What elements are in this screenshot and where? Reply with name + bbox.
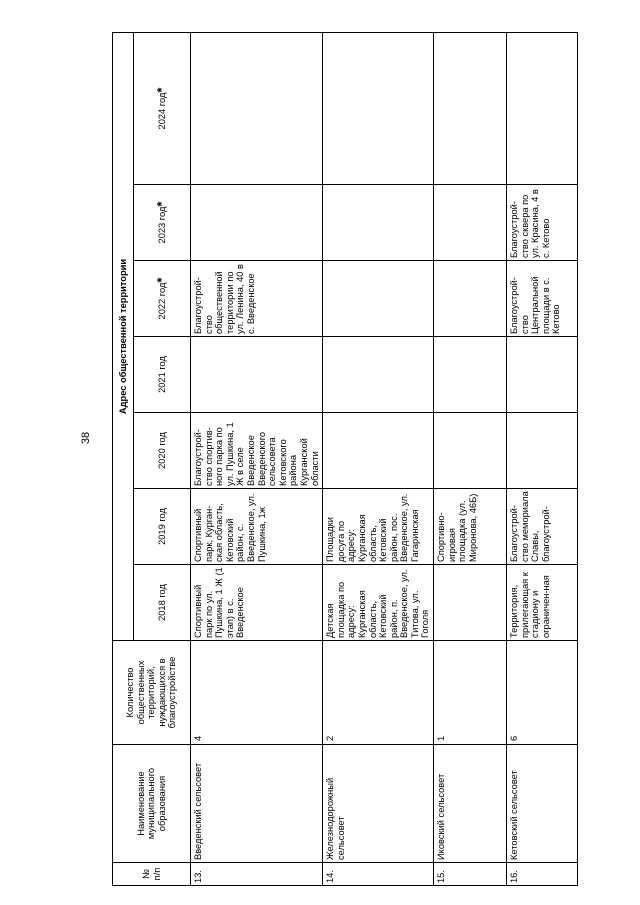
cell-municipality: Введенский сельсовет <box>191 745 323 863</box>
cell-municipality: Иковский сельсовет <box>434 745 507 863</box>
cell-2021 <box>323 337 434 413</box>
cell-2020 <box>323 413 434 489</box>
public-territories-table <box>112 32 578 886</box>
cell-2019: Благоустрой-ство мемориала Славы, благоустрой- <box>507 489 578 565</box>
page-number-wrap <box>80 428 100 448</box>
cell-2018: Детская площадка по адресу: Курганская область, Кетовский район, п. Введенское, ул. Титова, ул. Гоголя <box>323 565 434 641</box>
rotated-table-container <box>112 33 581 886</box>
cell-2020 <box>434 413 507 489</box>
cell-2022: Благоустрой-ство общественной территории по ул. Ленина, 40 в с. Введенское <box>191 261 323 337</box>
cell-2020 <box>507 413 578 489</box>
cell-num: 13. <box>191 863 323 886</box>
cell-2024 <box>191 33 323 185</box>
cell-num: 15. <box>434 863 507 886</box>
header-address-group: Адрес общественной территории <box>113 33 134 641</box>
cell-2022 <box>434 261 507 337</box>
cell-count: 1 <box>434 641 507 745</box>
header-num: № п/п <box>113 863 191 886</box>
cell-municipality: Кетовский сельсовет <box>507 745 578 863</box>
cell-2022 <box>323 261 434 337</box>
cell-2023 <box>434 185 507 261</box>
cell-2024 <box>434 33 507 185</box>
header-year: 2019 год <box>134 489 191 565</box>
cell-municipality: Железнодорожный сельсовет <box>323 745 434 863</box>
header-year: 2021 год <box>134 337 191 413</box>
cell-2024 <box>323 33 434 185</box>
cell-2019: Площадки досуга по адресу: Курганская область, Кетовский район, пос. Введенское, ул. Гагаринская <box>323 489 434 565</box>
header-year: 2018 год <box>134 565 191 641</box>
header-year: 2020 год <box>134 413 191 489</box>
cell-num: 14. <box>323 863 434 886</box>
header-row-1 <box>113 33 134 886</box>
cell-2023 <box>323 185 434 261</box>
cell-2021 <box>191 337 323 413</box>
cell-count: 2 <box>323 641 434 745</box>
cell-2019: Спортивно-игровая площадка (ул. Миронова, 46Б) <box>434 489 507 565</box>
cell-2022: Благоустрой-ство Центральной площади в с. Кетово <box>507 261 578 337</box>
page-number: 38 <box>80 431 92 445</box>
cell-2021 <box>434 337 507 413</box>
cell-num: 16. <box>507 863 578 886</box>
cell-count: 4 <box>191 641 323 745</box>
table-row <box>507 33 578 886</box>
cell-count: 6 <box>507 641 578 745</box>
cell-2023 <box>191 185 323 261</box>
header-year: 2022 год* <box>134 261 191 337</box>
header-year: 2023 год* <box>134 185 191 261</box>
table-row <box>434 33 507 886</box>
cell-2019: Спортивный парк, Курган-ская область, Кетовский район, с. Введенское, ул. Пушкина, 1ж <box>191 489 323 565</box>
table-row <box>191 33 323 886</box>
cell-2024 <box>507 33 578 185</box>
header-municipality: Наименование муниципального образования <box>113 745 191 863</box>
cell-2018 <box>434 565 507 641</box>
cell-2020: Благоустрой-ство спортив-ного парка по ул. Пушкина, 1 Ж в селе Введенское Введенского сельсовета Кетовского района Курганской области <box>191 413 323 489</box>
table-row <box>323 33 434 886</box>
cell-2023: Благоустрой-ство сквера по ул. Красина, 4 в с. Кетово <box>507 185 578 261</box>
cell-2021 <box>507 337 578 413</box>
header-year: 2024 год* <box>134 33 191 185</box>
cell-2018: Спортивный парк по ул. Пушкина, 1 Ж (1 этап) в с. Введенское <box>191 565 323 641</box>
cell-2018: Территория, прилегающая к стадиону и ограничен-ная <box>507 565 578 641</box>
header-count: Количество общественных территорий, нуждающихся в благоустройстве <box>113 641 191 745</box>
